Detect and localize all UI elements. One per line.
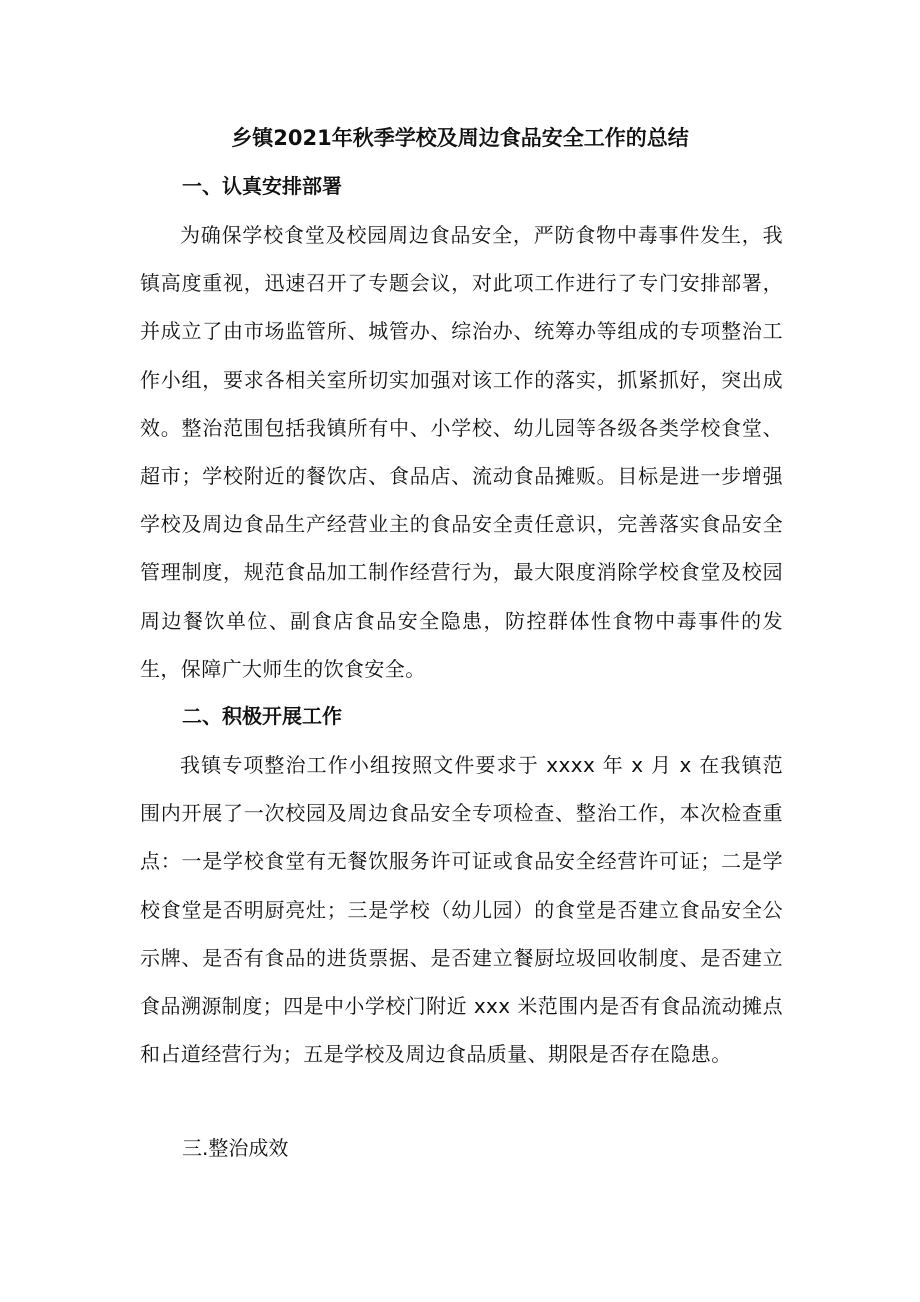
section-heading-2: 二、积极开展工作 <box>182 704 342 728</box>
section-heading-1: 一、认真安排部署 <box>182 174 342 198</box>
section-heading-3: 三.整治成效 <box>182 1136 289 1160</box>
document-title: 乡镇2021年秋季学校及周边食品安全工作的总结 <box>231 126 689 150</box>
section-paragraph-1: 为确保学校食堂及校园周边食品安全，严防食物中毒事件发生，我镇高度重视，迅速召开了专题会议，对此项工作进行了专门安排部署，并成立了由市场监管所、城管办、综治办、统筹办等组成的专项整治工作小组，要求各相关室所切实加强对该工作的落实，抓紧抓好，突出成效。整治范围包括我镇所有中、小学校、幼儿园等各级各类学校食堂、超市；学校附近的餐饮店、食品店、流动食品摊贩。目标是进一步增强学校及周边食品生产经营业主的食品安全责任意识，完善落实食品安全管理制度，规范食品加工制作经营行为，最大限度消除学校食堂及校园周边餐饮单位、副食店食品安全隐患，防控群体性食物中毒事件的发生，保障广大师生的饮食安全。 <box>140 223 783 681</box>
section-paragraph-2: 我镇专项整治工作小组按照文件要求于 xxxx 年 x 月 x 在我镇范围内开展了一次校园及周边食品安全专项检查、整治工作，本次检查重点：一是学校食堂有无餐饮服务许可证或食品安全经营许可证；二是学校食堂是否明厨亮灶；三是学校（幼儿园）的食堂是否建立食品安全公示牌、是否有食品的进货票据、是否建立餐厨垃圾回收制度、是否建立食品溯源制度；四是中小学校门附近 xxx 米范围内是否有食品流动摊点和占道经营行为；五是学校及周边食品质量、期限是否存在隐患。 <box>140 753 783 1067</box>
